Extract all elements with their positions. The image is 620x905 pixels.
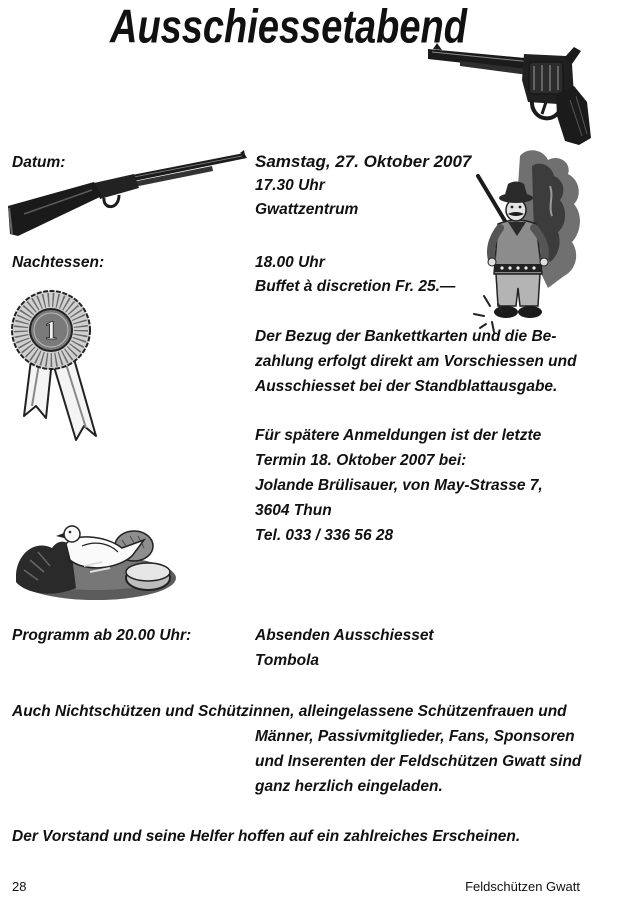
einladung-line-4: ganz herzlich eingeladen.	[255, 778, 443, 795]
rifle-receiver	[94, 174, 139, 207]
event-date: Samstag, 27. Oktober 2007	[255, 152, 472, 171]
page-number: 28	[12, 879, 27, 894]
nachtessen-label: Nachtessen:	[12, 254, 105, 271]
programm-item-2: Tombola	[255, 652, 320, 669]
contact-name: Jolande Brülisauer, von May-Strasse 7,	[255, 477, 543, 494]
contact-city: 3604 Thun	[255, 502, 332, 519]
medal-number: 1	[44, 316, 58, 345]
page-title: Ausschiessetabend	[110, 1, 467, 54]
event-time: 17.30 Uhr	[255, 177, 325, 194]
rifle-barrel	[132, 150, 247, 187]
bankett-line-3: Ausschiesset bei der Standblattausgabe.	[255, 378, 558, 395]
dinner-time: 18.00 Uhr	[255, 254, 325, 271]
rifle-stock	[8, 182, 102, 236]
revolver-grip	[556, 86, 591, 145]
dinner-price: Buffet à discretion Fr. 25.—	[255, 278, 456, 295]
einladung-line-3: und Inserenten der Feldschützen Gwatt sind	[255, 753, 582, 770]
medal-rosette-icon	[8, 288, 100, 444]
hunter-body	[488, 220, 548, 318]
bankett-line-1: Der Bezug der Bankettkarten und die Be-	[255, 328, 557, 345]
dove-platter-icon	[10, 500, 178, 604]
anmeldung-line-2: Termin 18. Oktober 2007 bei:	[255, 452, 467, 469]
cheese-wheel	[126, 563, 170, 590]
einladung-line-2: Männer, Passivmitglieder, Fans, Sponsoren	[255, 728, 575, 745]
closing-line: Der Vorstand und seine Helfer hoffen auf ein zahlreiches Erscheinen.	[12, 828, 521, 845]
programm-item-1: Absenden Ausschiesset	[255, 627, 434, 644]
einladung-line-1: Auch Nichtschützen und Schützinnen, alleingelassene Schützenfrauen und	[12, 703, 567, 720]
publication-name: Feldschützen Gwatt	[465, 879, 580, 894]
contact-phone: Tel. 033 / 336 56 28	[255, 527, 394, 544]
datum-label: Datum:	[12, 154, 66, 171]
programm-label: Programm ab 20.00 Uhr:	[12, 627, 192, 644]
event-location: Gwattzentrum	[255, 201, 359, 218]
anmeldung-line-1: Für spätere Anmeldungen ist der letzte	[255, 427, 542, 444]
hunter-cartoon-icon	[462, 146, 584, 338]
bankett-line-2: zahlung erfolgt direkt am Vorschiessen und	[255, 353, 577, 370]
revolver-icon	[424, 40, 592, 146]
